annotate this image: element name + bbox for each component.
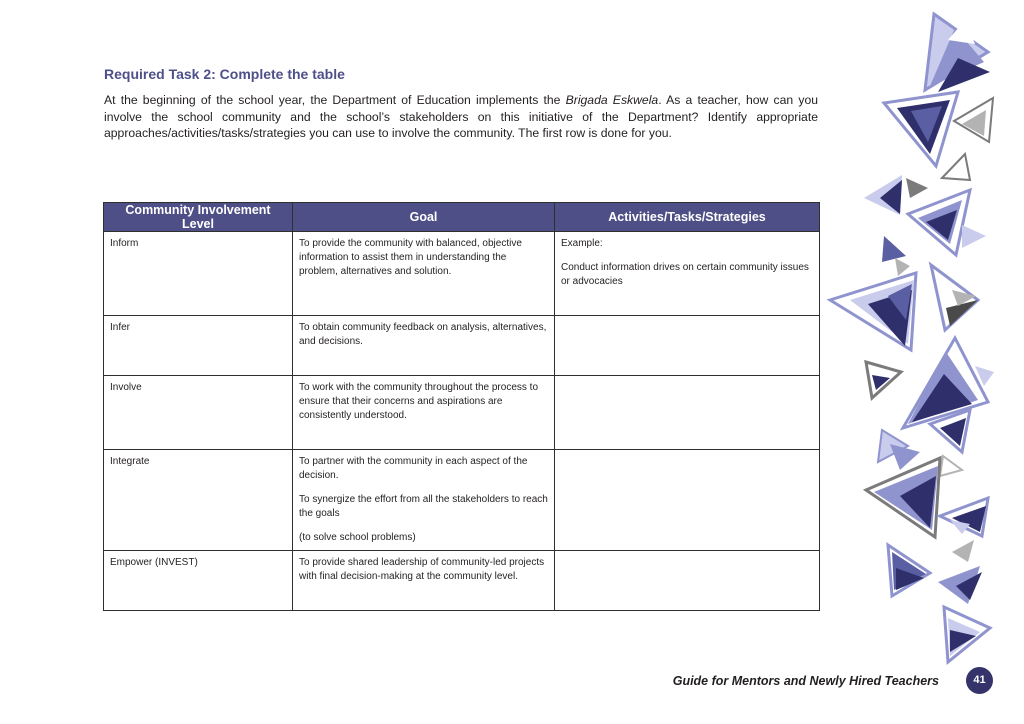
goal-cell xyxy=(293,551,555,611)
table-row xyxy=(104,376,820,450)
table-header-row xyxy=(104,203,820,232)
goal-cell xyxy=(293,450,555,551)
triangle-group-2 xyxy=(884,92,993,180)
level-cell: Involve xyxy=(104,376,293,450)
level-cell: Inform xyxy=(104,232,293,316)
goal-cell xyxy=(293,316,555,376)
goal-text: To provide shared leadership of community-led projects with final decision-making at the community level. xyxy=(299,557,545,582)
triangle-group-5 xyxy=(866,338,994,428)
table-row xyxy=(104,232,820,316)
goal-cell xyxy=(293,232,555,316)
task-heading: Required Task 2: Complete the table xyxy=(104,66,345,82)
triangle-decoration xyxy=(820,0,1024,680)
goal-cell xyxy=(293,376,555,450)
header-level: Community Involvement Level xyxy=(104,203,293,232)
header-goal: Goal xyxy=(293,203,555,232)
table-row xyxy=(104,551,820,611)
intro-text-after: . As a teacher, how can you involve the school community and the school’s stakeholders on this initiative of the Department? Identify appropriate approaches/activities/tasks/strategies you can use to involve the community. The first row is done for you. xyxy=(104,93,818,140)
activities-cell[interactable] xyxy=(555,232,820,316)
level-cell: Empower (INVEST) xyxy=(104,551,293,611)
intro-text-before: At the beginning of the school year, the Department of Education implements the xyxy=(104,93,566,107)
goal-text: To partner with the community in each aspect of the decision. xyxy=(299,456,528,481)
activities-cell[interactable] xyxy=(555,450,820,551)
footer-title: Guide for Mentors and Newly Hired Teachers xyxy=(672,674,939,688)
level-cell: Integrate xyxy=(104,450,293,551)
triangle-group-3 xyxy=(864,175,986,276)
goal-text: To synergize the effort from all the stakeholders to reach the goals xyxy=(299,494,548,519)
triangle-group-8 xyxy=(888,540,982,604)
level-cell: Infer xyxy=(104,316,293,376)
header-activities: Activities/Tasks/Strategies xyxy=(555,203,820,232)
goal-text: To work with the community throughout the process to ensure that their concerns and aspirations are consistently understood. xyxy=(299,382,539,421)
intro-paragraph xyxy=(104,92,818,142)
triangle-group-7 xyxy=(866,458,988,537)
triangle-group-1 xyxy=(925,14,990,92)
table-row xyxy=(104,450,820,551)
goal-text: To provide the community with balanced, objective information to assist them in understanding the problem, alternatives and solution. xyxy=(299,238,522,277)
activities-cell[interactable] xyxy=(555,551,820,611)
table-row xyxy=(104,316,820,376)
goal-text: (to solve school problems) xyxy=(299,532,416,543)
goal-text: To obtain community feedback on analysis, alternatives, and decisions. xyxy=(299,322,547,347)
activities-cell[interactable] xyxy=(555,376,820,450)
example-text: Conduct information drives on certain community issues or advocacies xyxy=(561,262,809,287)
page-number-badge: 41 xyxy=(966,667,993,694)
program-name: Brigada Eskwela xyxy=(565,93,659,107)
activities-cell[interactable] xyxy=(555,316,820,376)
community-involvement-table xyxy=(103,202,820,611)
triangle-group-9 xyxy=(944,607,990,662)
example-label: Example: xyxy=(561,238,603,249)
